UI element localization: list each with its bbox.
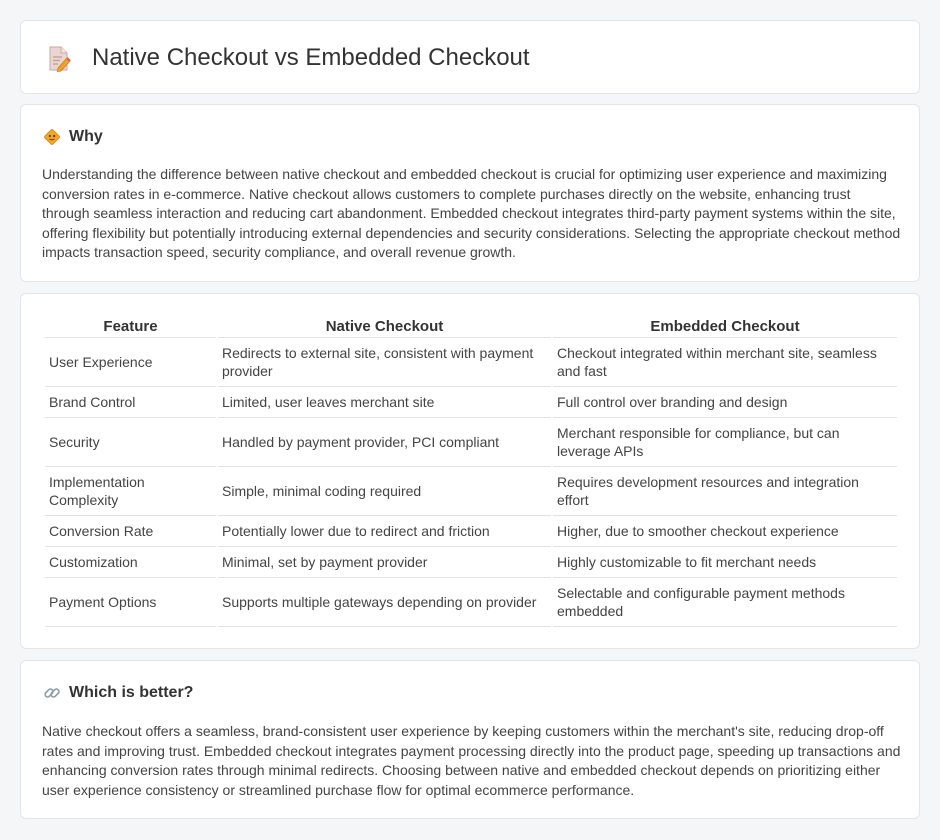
table-cell-native: Minimal, set by payment provider bbox=[218, 547, 551, 578]
table-cell-feature: Implementation Complexity bbox=[45, 467, 216, 516]
table-cell-feature: Brand Control bbox=[45, 387, 216, 418]
why-section bbox=[20, 104, 920, 282]
table-cell-embedded: Highly customizable to fit merchant needs bbox=[553, 547, 897, 578]
why-paragraph: Understanding the difference between native checkout and embedded checkout is crucial for optimizing user experience and maximizing conversion rates in e-commerce. Native checkout allows customers to complete purchases directly on the website, enhancing trust through seamless interaction and reducing cart abandonment. Embedded checkout integrates third-party payment systems within the site, offering flexibility but potentially introducing external dependencies and security considerations. Selecting the appropriate checkout method impacts transaction speed, security compliance, and overall revenue growth. bbox=[42, 166, 901, 261]
page-title: Native Checkout vs Embedded Checkout bbox=[92, 44, 530, 71]
which-is-better-paragraph: Native checkout offers a seamless, brand-consistent user experience by keeping customers within the merchant's site, reducing drop-off rates and improving trust. Embedded checkout integrates payment processing directly into the product page, speeding up transactions and enhancing conversion rates through minimal redirects. Choosing between native and embedded checkout depends on prioritizing either user experience consistency or streamlined purchase flow for optimal ecommerce performance. bbox=[42, 723, 901, 798]
table-cell-embedded: Selectable and configurable payment methods embedded bbox=[553, 578, 897, 627]
table-header-row bbox=[45, 316, 897, 338]
comparison-table bbox=[43, 316, 899, 627]
which-is-better-title: Which is better? bbox=[69, 684, 194, 701]
which-is-better-section bbox=[20, 660, 920, 819]
table-row bbox=[45, 547, 897, 578]
table-row bbox=[45, 387, 897, 418]
table-row bbox=[45, 467, 897, 516]
table-cell-feature: Conversion Rate bbox=[45, 516, 216, 547]
table-cell-native: Simple, minimal coding required bbox=[218, 467, 551, 516]
table-cell-native: Redirects to external site, consistent with payment provider bbox=[218, 338, 551, 387]
table-row bbox=[45, 338, 897, 387]
table-cell-feature: Payment Options bbox=[45, 578, 216, 627]
why-heading bbox=[43, 126, 103, 148]
table-cell-embedded: Merchant responsible for compliance, but can leverage APIs bbox=[553, 418, 897, 467]
table-cell-feature: Customization bbox=[45, 547, 216, 578]
header-card bbox=[20, 20, 920, 94]
comparison-table-card bbox=[20, 293, 920, 649]
table-cell-embedded: Full control over branding and design bbox=[553, 387, 897, 418]
table-cell-embedded: Checkout integrated within merchant site, seamless and fast bbox=[553, 338, 897, 387]
column-header-embedded: Embedded Checkout bbox=[553, 316, 897, 338]
link-icon bbox=[43, 684, 61, 702]
table-cell-native: Supports multiple gateways depending on provider bbox=[218, 578, 551, 627]
column-header-feature: Feature bbox=[45, 316, 216, 338]
table-cell-native: Limited, user leaves merchant site bbox=[218, 387, 551, 418]
why-title: Why bbox=[69, 128, 103, 145]
diamond-sign-icon bbox=[43, 128, 61, 146]
table-cell-feature: Security bbox=[45, 418, 216, 467]
column-header-native: Native Checkout bbox=[218, 316, 551, 338]
table-cell-native: Handled by payment provider, PCI compliant bbox=[218, 418, 551, 467]
table-row bbox=[45, 418, 897, 467]
table-cell-embedded: Higher, due to smoother checkout experience bbox=[553, 516, 897, 547]
table-cell-feature: User Experience bbox=[45, 338, 216, 387]
which-is-better-heading bbox=[43, 682, 193, 704]
document-pencil-icon bbox=[47, 45, 71, 73]
table-row bbox=[45, 516, 897, 547]
table-cell-embedded: Requires development resources and integration effort bbox=[553, 467, 897, 516]
table-cell-native: Potentially lower due to redirect and friction bbox=[218, 516, 551, 547]
table-row bbox=[45, 578, 897, 627]
